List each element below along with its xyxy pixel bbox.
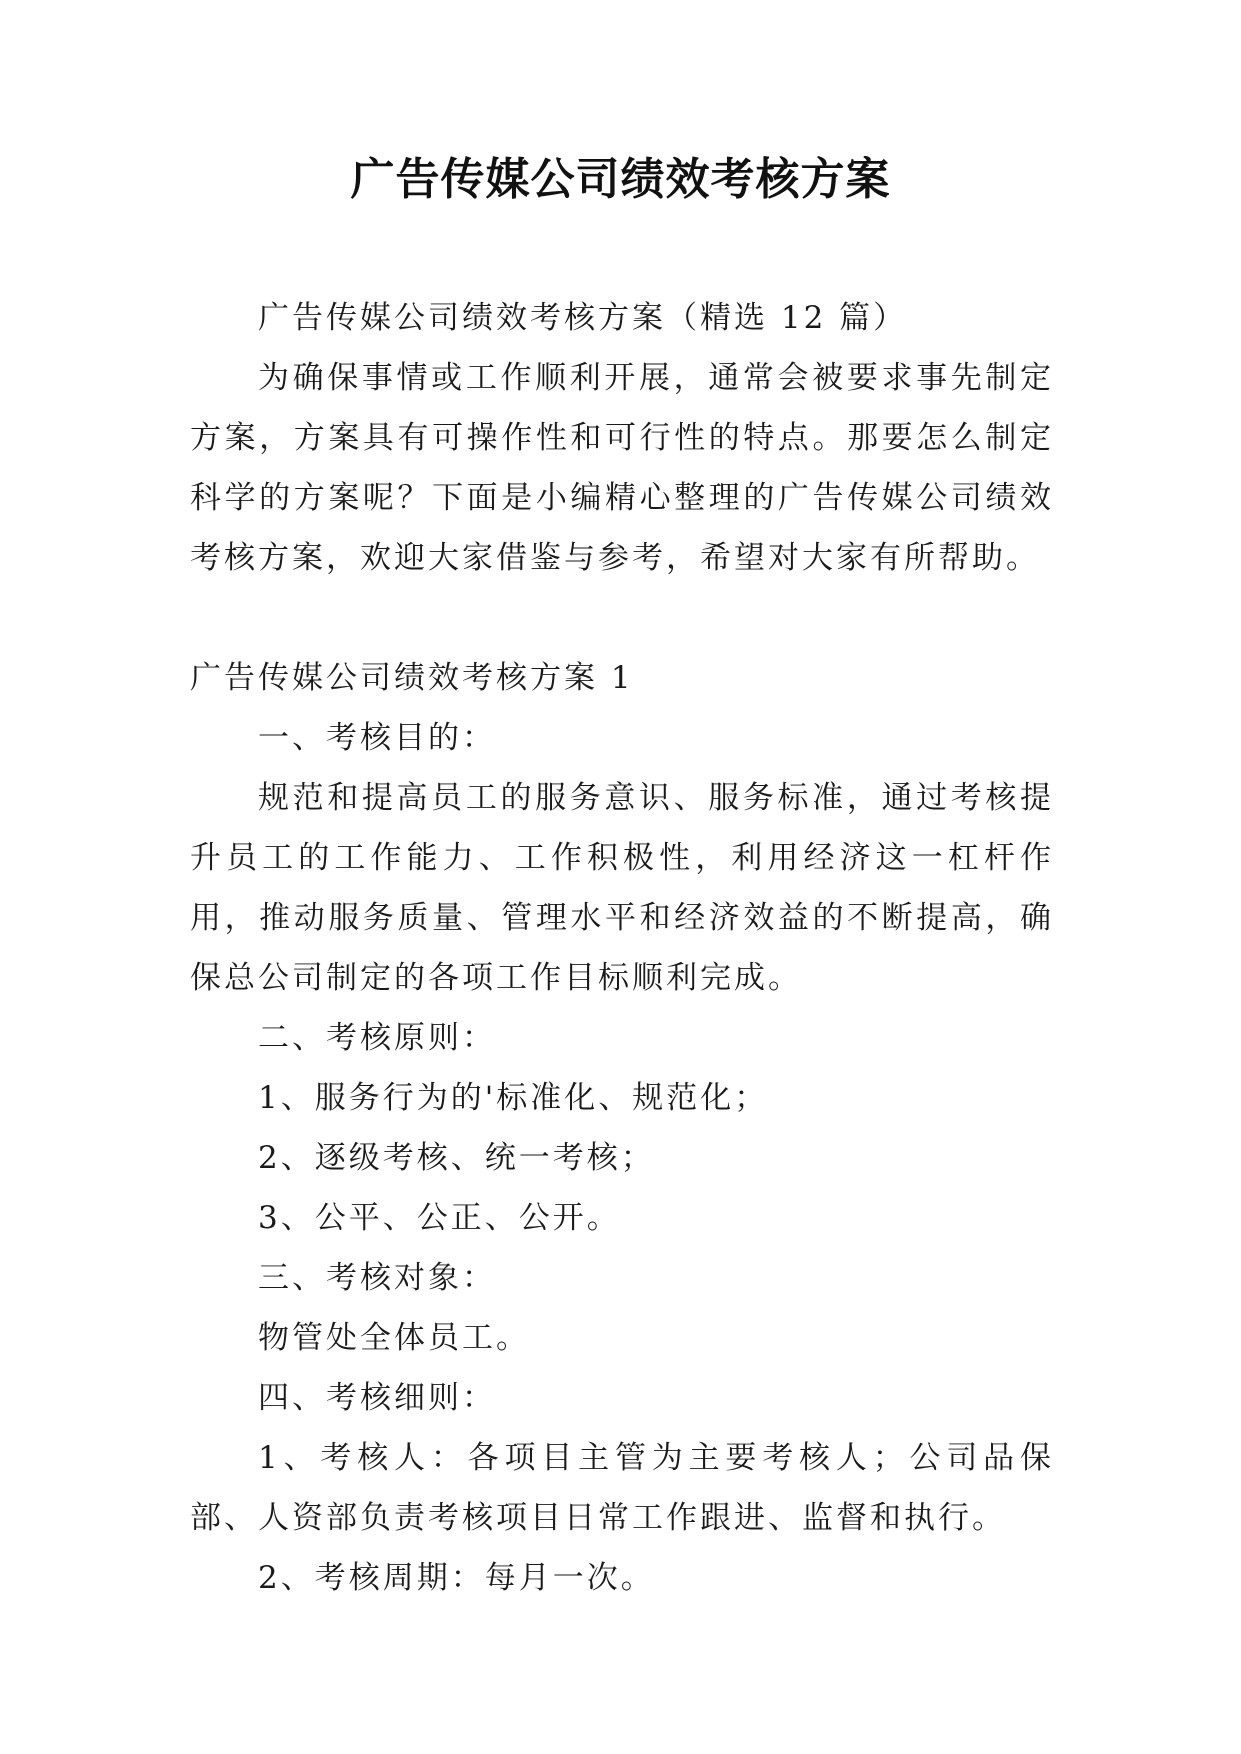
document-body — [190, 288, 1054, 1608]
heading-assessment-principles: 二、考核原则： — [258, 1020, 496, 1056]
subtitle-paragraph: 广告传媒公司绩效考核方案（精选 12 篇） — [258, 300, 908, 336]
heading-assessment-details: 四、考核细则： — [258, 1380, 496, 1416]
detail-item-1: 1、考核人：各项目主管为主要考核人；公司品保部、人资部负责考核项目日常工作跟进、监督和执行。 — [190, 1440, 1054, 1536]
principle-item-1: 1、服务行为的'标准化、规范化； — [258, 1080, 769, 1116]
heading-assessment-purpose: 一、考核目的： — [258, 720, 496, 756]
heading-assessment-targets: 三、考核对象： — [258, 1260, 496, 1296]
intro-paragraph: 为确保事情或工作顺利开展，通常会被要求事先制定方案，方案具有可操作性和可行性的特点。那要怎么制定科学的方案呢？下面是小编精心整理的广告传媒公司绩效考核方案，欢迎大家借鉴与参考，希望对大家有所帮助。 — [190, 360, 1054, 576]
principle-item-2: 2、逐级考核、统一考核； — [258, 1140, 655, 1176]
section-heading: 广告传媒公司绩效考核方案 1 — [190, 660, 634, 696]
detail-item-2: 2、考核周期：每月一次。 — [258, 1560, 655, 1596]
document-title: 广告传媒公司绩效考核方案 — [350, 154, 891, 205]
paragraph-spacer — [190, 588, 1054, 648]
paragraph-targets: 物管处全体员工。 — [258, 1320, 530, 1356]
principle-item-3: 3、公平、公正、公开。 — [258, 1200, 621, 1236]
paragraph-purpose: 规范和提高员工的服务意识、服务标准，通过考核提升员工的工作能力、工作积极性，利用经济这一杠杆作用，推动服务质量、管理水平和经济效益的不断提高，确保总公司制定的各项工作目标顺利完成。 — [190, 780, 1054, 996]
